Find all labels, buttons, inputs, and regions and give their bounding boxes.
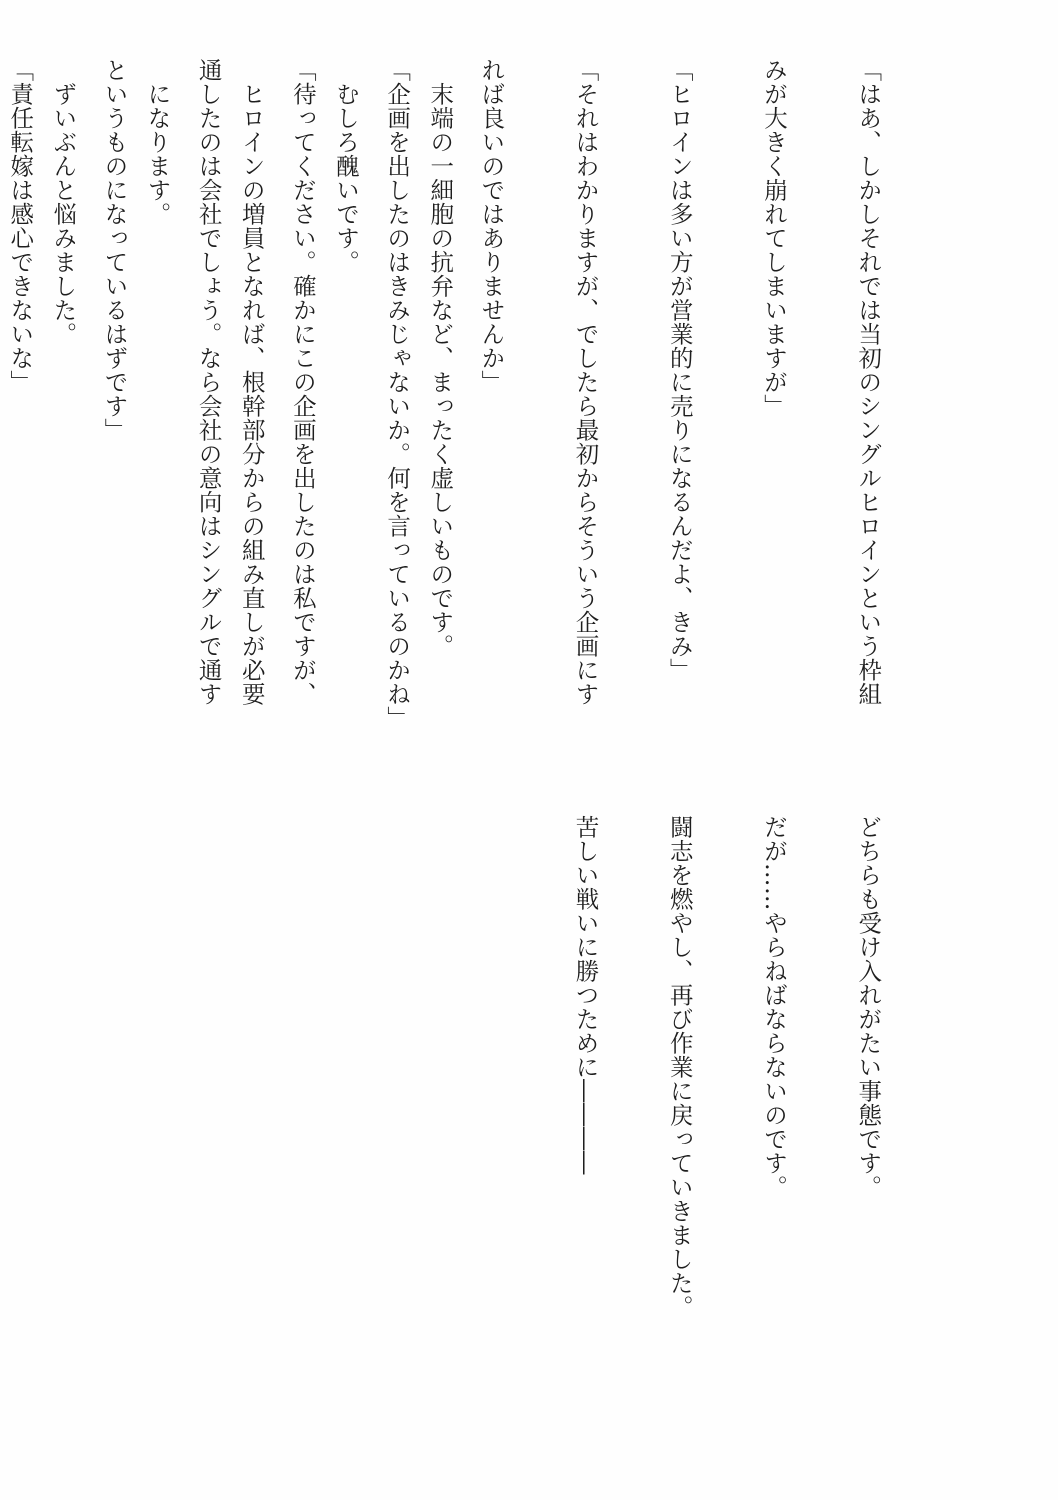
closing-line: 闘志を燃やし、再び作業に戻っていきました。 [665, 815, 694, 1319]
narration-line: 末端の一細胞の抗弁など、まったく虚しいものです。 [426, 82, 455, 658]
narration-block [0, 82, 518, 722]
dialogue-line: れば良いのではありませんか」 [477, 58, 506, 394]
dialogue-line: 「責任転嫁は感心できないな」 [6, 58, 35, 394]
narration-line: ずいぶんと悩みました。 [49, 82, 78, 346]
dialogue-line: というものになっているはずです」 [100, 58, 129, 442]
dialogue-line: みが大きく崩れてしまいますが」 [759, 58, 788, 418]
closing-block [506, 815, 946, 1319]
dialogue-line: 「それはわかりますが、でしたら最初からそういう企画にす [571, 58, 600, 706]
closing-line: どちらも受け入れがたい事態です。 [854, 815, 883, 1199]
dialogue-line: 「企画を出したのはきみじゃないか。何を言っているのかね」 [383, 58, 412, 730]
closing-line: 苦しい戦いに勝つために―――― [571, 815, 600, 1175]
narration-line: になります。 [143, 82, 172, 226]
narration-line: ヒロインの増員となれば、根幹部分からの組み直しが必要 [237, 82, 266, 706]
dialogue-line: 「はあ、しかしそれでは当初のシングルヒロインという枠組 [854, 58, 883, 706]
narration-line: むしろ醜いです。 [331, 82, 360, 274]
dialogue-line: 「待ってください。確かにこの企画を出したのは私ですが、 [288, 58, 317, 706]
closing-line: だが……やらねばならないのです。 [759, 815, 788, 1199]
dialogue-line: 通したのは会社でしょう。なら会社の意向はシングルで通す [194, 58, 223, 706]
dialogue-line: 「ヒロインは多い方が営業的に売りになるんだよ、きみ」 [665, 58, 694, 682]
